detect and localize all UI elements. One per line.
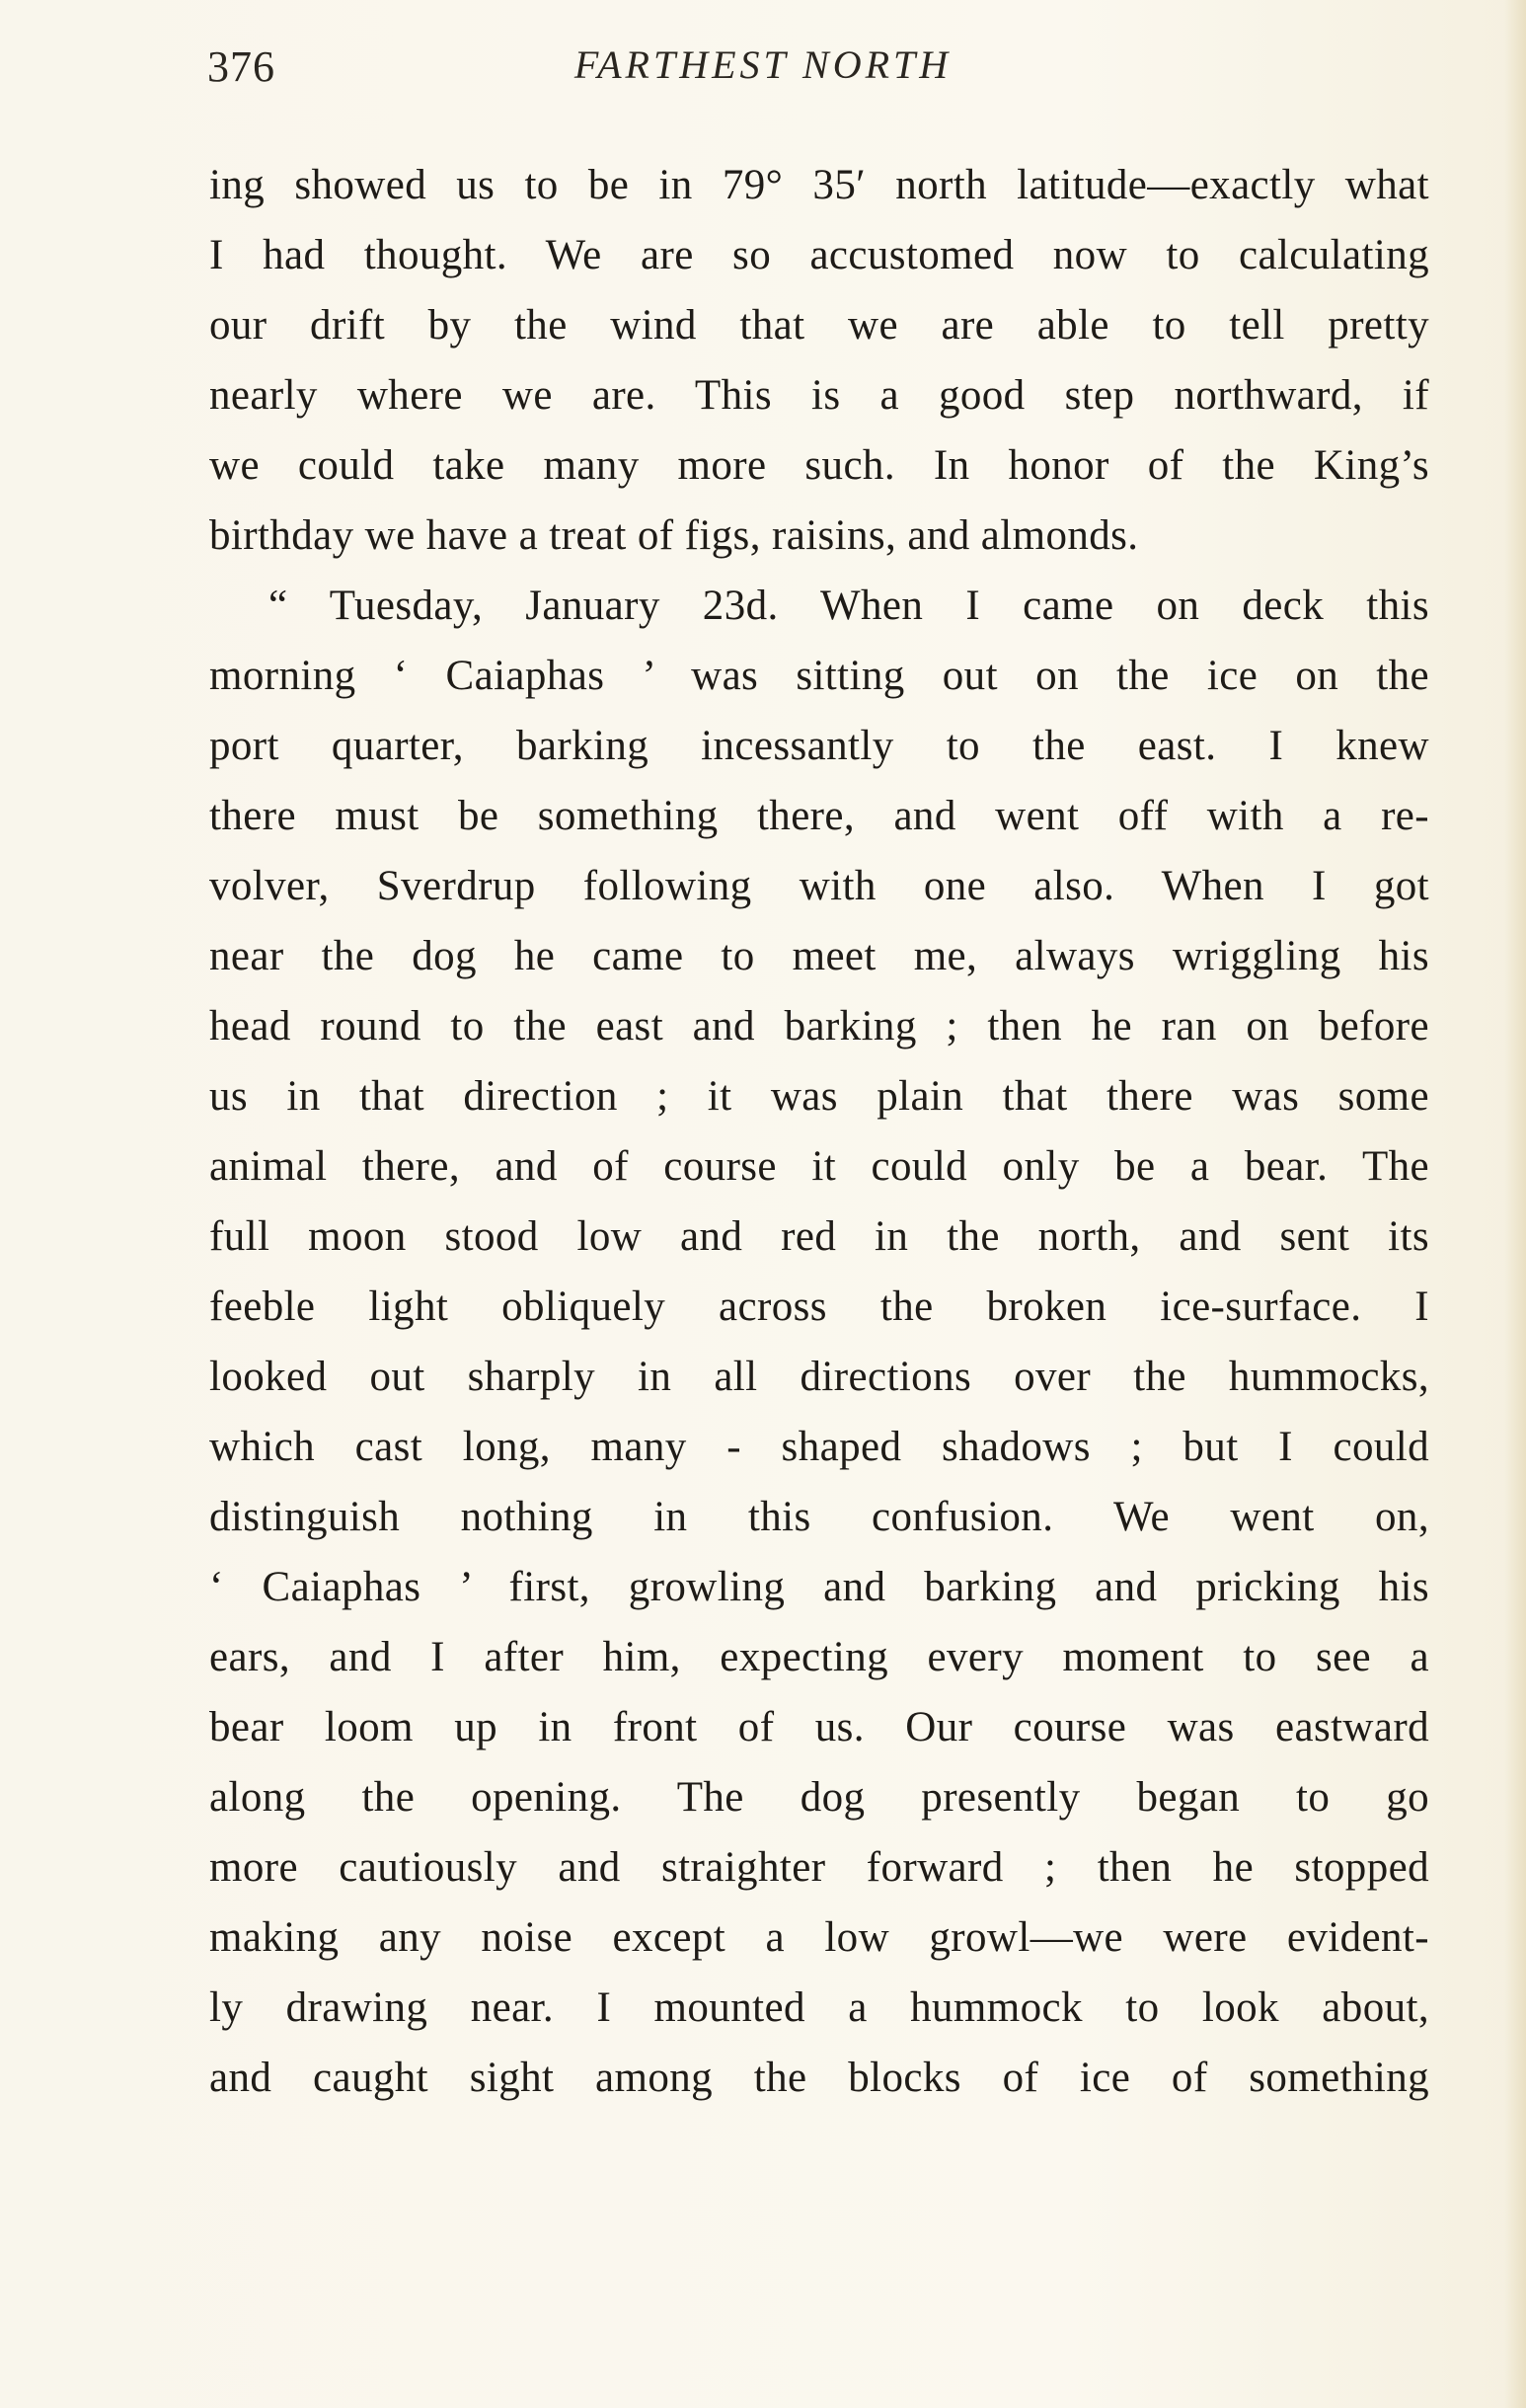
body-text	[209, 150, 1429, 2113]
text-line: us in that direction ; it was plain that there was some	[209, 1073, 1429, 1120]
text-line: ly drawing near. I mounted a hummock to look about,	[209, 1984, 1429, 2031]
text-line: ‘ Caiaphas ’ first, growling and barking and pricking his	[209, 1564, 1429, 1610]
text-line: nearly where we are. This is a good step northward, if	[209, 372, 1429, 419]
text-line: ing showed us to be in 79° 35′ north latitude—exactly what	[209, 162, 1429, 208]
text-line: head round to the east and barking ; then he ran on before	[209, 1003, 1429, 1049]
text-line: making any noise except a low growl—we were evident-	[209, 1914, 1429, 1961]
text-line: there must be something there, and went off with a re-	[209, 793, 1429, 839]
text-line: feeble light obliquely across the broken ice-surface. I	[209, 1283, 1429, 1330]
text-line: volver, Sverdrup following with one also. When I got	[209, 863, 1429, 909]
text-line: birthday we have a treat of figs, raisins, and almonds.	[209, 512, 1139, 559]
text-line: we could take many more such. In honor of the King’s	[209, 442, 1429, 489]
text-line: full moon stood low and red in the north, and sent its	[209, 1213, 1429, 1260]
text-line: more cautiously and straighter forward ; then he stopped	[209, 1844, 1429, 1891]
page-number: 376	[207, 42, 275, 91]
text-line: “ Tuesday, January 23d. When I came on deck this	[268, 583, 1429, 629]
text-line: animal there, and of course it could only be a bear. The	[209, 1143, 1429, 1190]
text-line: distinguish nothing in this confusion. We went on,	[209, 1494, 1429, 1540]
text-line: and caught sight among the blocks of ice of something	[209, 2055, 1429, 2101]
page-edge-shadow	[1504, 0, 1526, 2408]
running-head: FARTHEST NORTH	[573, 42, 953, 87]
text-line: which cast long, many - shaped shadows ; but I could	[209, 1424, 1429, 1470]
text-line: looked out sharply in all directions over the hummocks,	[209, 1354, 1429, 1400]
text-line: ears, and I after him, expecting every moment to see a	[209, 1634, 1429, 1680]
text-line: near the dog he came to meet me, always wriggling his	[209, 933, 1429, 979]
text-line: bear loom up in front of us. Our course was eastward	[209, 1704, 1429, 1750]
text-line: our drift by the wind that we are able to tell pretty	[209, 302, 1429, 349]
text-line: port quarter, barking incessantly to the east. I knew	[209, 723, 1429, 769]
text-line: I had thought. We are so accustomed now to calculating	[209, 232, 1429, 278]
text-line: along the opening. The dog presently began to go	[209, 1774, 1429, 1821]
text-line: morning ‘ Caiaphas ’ was sitting out on the ice on the	[209, 653, 1429, 699]
